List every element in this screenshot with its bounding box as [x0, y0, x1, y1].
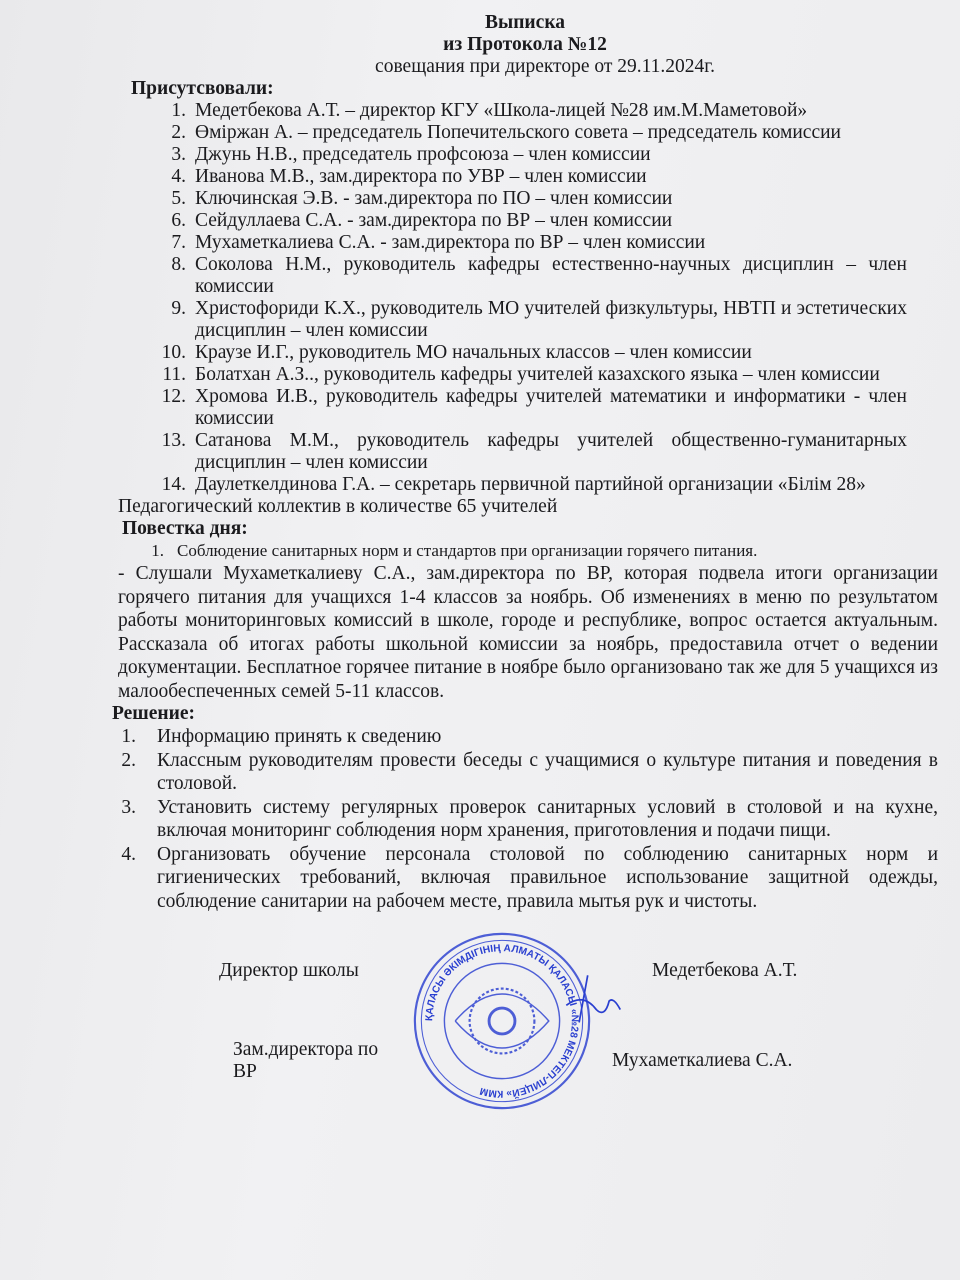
- item-number: 9.: [171, 298, 186, 319]
- signature-role-deputy: Зам.директора по ВР: [233, 1038, 379, 1082]
- list-item: [112, 725, 938, 749]
- list-item: [130, 540, 938, 562]
- item-number: 14.: [161, 474, 186, 495]
- signature-director: [562, 971, 622, 1031]
- item-text: Ключинская Э.В. - зам.директора по ПО – член комиссии: [195, 188, 673, 209]
- item-text: Классным руководителям провести беседы с учащимися о культуре питания и поведения в столовой.: [157, 749, 938, 794]
- item-number: 10.: [161, 342, 186, 363]
- item-number: 5.: [171, 188, 186, 209]
- item-number: 1.: [171, 100, 186, 121]
- stamp-area: [412, 931, 592, 1111]
- list-item: [150, 386, 907, 430]
- report-paragraph: - Слушали Мухаметкалиеву С.А., зам.директора по ВР, которая подвела итоги организации горячего питания для учащихся 1-4 классов за ноябрь. Об изменениях в меню по результатом работы мониторинговых комиссий в школе, городе и республике, вопрос остается актуальным. Рассказала об итогах работы школьной комиссии за ноябрь, предоставила отчет о ведении документации. Бесплатное горячее питание в ноябре было организовано так же для 5 учащихся из малообеспеченных семей 5-11 классов.: [118, 563, 938, 702]
- item-number: 6.: [171, 210, 186, 231]
- item-text: Соколова Н.М., руководитель кафедры естественно-научных дисциплин – член комиссии: [195, 254, 907, 297]
- doc-title: Выписка: [484, 12, 566, 33]
- agenda-list: [130, 540, 938, 562]
- attendees-heading: Присутсвовали:: [131, 78, 274, 99]
- item-text: Болатхан А.З.., руководитель кафедры учителей казахского языка – член комиссии: [195, 364, 880, 385]
- item-text: Медетбекова А.Т. – директор КГУ «Школа-лицей №28 им.М.Маметовой»: [195, 100, 808, 121]
- attendees-list: [150, 100, 907, 496]
- list-item: [150, 342, 907, 364]
- stamp-text: ҚАЛАСЫ ӘКІМДІГІНІҢ АЛМАТЫ ҚАЛАСЫ «№28 МЕКТЕП-ЛИЦЕЙ» КММ: [424, 943, 580, 1099]
- meeting-date: совещания при директоре от 29.11.2024г.: [375, 56, 715, 77]
- signature-name-deputy: Мухаметкалиева С.А.: [612, 1049, 793, 1071]
- item-number: 13.: [161, 430, 186, 451]
- agenda-heading: Повестка дня:: [122, 518, 248, 539]
- item-text: Джунь Н.В., председатель профсоюза – член комиссии: [195, 144, 651, 165]
- list-item: [150, 188, 907, 210]
- item-number: 4.: [171, 166, 186, 187]
- item-text: Даулеткелдинова Г.А. – секретарь первичной партийной организации «Білім 28»: [195, 474, 866, 495]
- item-text: Христофориди К.Х., руководитель МО учителей физкультуры, НВТП и эстетических дисциплин – член комиссии: [195, 298, 907, 341]
- list-item: [150, 474, 907, 496]
- list-item: [150, 144, 907, 166]
- list-item: [150, 210, 907, 232]
- item-number: 4.: [121, 843, 136, 865]
- item-text: Өміржан А. – председатель Попечительского совета – председатель комиссии: [195, 122, 841, 143]
- item-text: Мухаметкалиева С.А. - зам.директора по ВР – член комиссии: [195, 232, 706, 253]
- list-item: [112, 796, 938, 843]
- list-item: [150, 298, 907, 342]
- list-item: [150, 122, 907, 144]
- signature-role-director: Директор школы: [219, 959, 359, 981]
- item-text: Сейдуллаева С.А. - зам.директора по ВР – член комиссии: [195, 210, 673, 231]
- item-number: 12.: [161, 386, 186, 407]
- list-item: [112, 749, 938, 796]
- list-item: [150, 100, 907, 122]
- signature-name-director: Медетбекова А.Т.: [652, 959, 798, 981]
- collective: Педагогический коллектив в количестве 65 учителей: [118, 496, 558, 517]
- item-text: Сатанова М.М., руководитель кафедры учителей общественно-гуманитарных дисциплин – член комиссии: [195, 430, 907, 473]
- signatures-block: [112, 931, 938, 1111]
- list-item: [150, 430, 907, 474]
- item-number: 8.: [171, 254, 186, 275]
- item-text: Информацию принять к сведению: [157, 726, 442, 747]
- item-text: Краузе И.Г., руководитель МО начальных классов – член комиссии: [195, 342, 752, 363]
- item-number: 2.: [121, 749, 136, 771]
- item-number: 3.: [171, 144, 186, 165]
- item-number: 7.: [171, 232, 186, 253]
- item-text: Иванова М.В., зам.директора по УВР – член комиссии: [195, 166, 647, 187]
- item-number: 3.: [121, 796, 136, 818]
- item-number: 1.: [121, 726, 136, 747]
- doc-subtitle: из Протокола №12: [443, 34, 607, 55]
- item-text: Соблюдение санитарных норм и стандартов при организации горячего питания.: [177, 541, 758, 560]
- svg-text:ҚАЛАСЫ ӘКІМДІГІНІҢ АЛМАТЫ ҚАЛА: [424, 943, 580, 1100]
- list-item: [150, 232, 907, 254]
- item-text: Организовать обучение персонала столовой по соблюдению санитарных норм и гигиенических требований, включая правильное использование защитной одежды, соблюдение санитарии на рабочем месте, правила мытья рук и чистоты.: [157, 843, 938, 912]
- list-item: [150, 364, 907, 386]
- item-number: 11.: [162, 364, 186, 385]
- list-item: [112, 843, 938, 914]
- list-item: [150, 254, 907, 298]
- decision-heading: Решение:: [112, 703, 196, 724]
- item-number: 1.: [151, 541, 164, 560]
- decision-list: [112, 725, 938, 913]
- item-text: Хромова И.В., руководитель кафедры учителей математики и информатики - член комиссии: [195, 386, 907, 429]
- item-text: Установить систему регулярных проверок санитарных условий в столовой и на кухне, включая мониторинг соблюдения норм хранения, приготовления и подачи пищи.: [157, 796, 938, 841]
- item-number: 2.: [171, 122, 186, 143]
- list-item: [150, 166, 907, 188]
